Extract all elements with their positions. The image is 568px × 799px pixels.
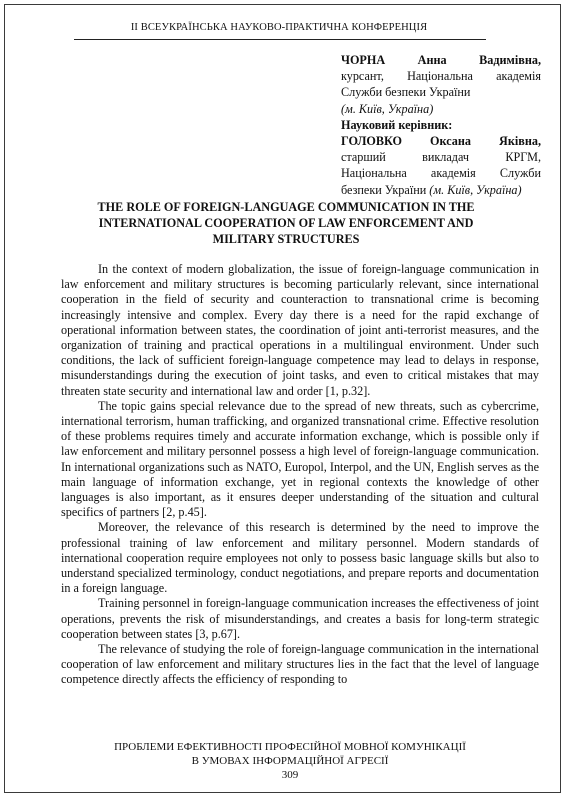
paragraph: Moreover, the relevance of this research is determined by the need to improve the professional training of law enforcement and military personnel. Modern standards of international cooperation require employees not only to possess basic language skills but also to understand specialized terminology, conduct negotiations, and prepare reports and documentation in a foreign language. <box>61 520 539 596</box>
title-line-2: INTERNATIONAL COOPERATION OF LAW ENFORCEMENT AND <box>98 215 474 230</box>
article-body <box>61 262 539 688</box>
supervisor-affiliation-text: безпеки України <box>341 182 430 197</box>
footer-line-1: ПРОБЛЕМИ ЕФЕКТИВНОСТІ ПРОФЕСІЙНОЇ МОВНОЇ КОМУНІКАЦІЇ <box>114 741 466 753</box>
author-name: ЧОРНА Анна Вадимівна, <box>341 53 541 67</box>
paragraph: In the context of modern globalization, the issue of foreign-language communication in law enforcement and military structures is becoming particularly relevant, since international cooperation in the field of security and counteraction to transnational crime is becoming increasingly intensive and complex. Every day there is a need for the rapid exchange of operational information between states, the coordination of joint anti-terrorist measures, and the organization of training and practical operations in a multilingual environment. Under such conditions, the lack of sufficient foreign-language competence may lead to delays in response, misunderstandings during the execution of joint tasks, and even to critical mistakes that may threaten state security and international law and order [1, p.32]. <box>61 262 539 398</box>
title-line-1: THE ROLE OF FOREIGN-LANGUAGE COMMUNICATION IN THE <box>97 200 475 214</box>
paragraph: Training personnel in foreign-language communication increases the effectiveness of joint operations, prevents the risk of misunderstandings, and creates a basis for long-term strategic cooperation between states [3, p.67]. <box>61 596 539 641</box>
footer-line-2: В УМОВАХ ІНФОРМАЦІЙНОЇ АГРЕСІЇ <box>191 755 389 768</box>
supervisor-heading: Науковий керівник: <box>341 117 453 132</box>
paragraph: The relevance of studying the role of foreign-language communication in the international cooperation of law enforcement and military structures lies in the fact that the level of language competence directly affects the efficiency of responding to <box>61 642 539 687</box>
running-header: ІІ ВСЕУКРАЇНСЬКА НАУКОВО-ПРАКТИЧНА КОНФЕРЕНЦІЯ <box>130 22 428 33</box>
author-block <box>341 52 541 198</box>
supervisor-location: (м. Київ, Україна) <box>429 182 522 197</box>
supervisor-position: старший викладач КРГМ, <box>341 150 541 165</box>
paragraph: The topic gains special relevance due to the spread of new threats, such as cybercrime, international terrorism, human trafficking, and organized transnational crime. Effective resolution of these problems requires timely and accurate information exchange, which is possible only if law enforcement and military personnel possess a high level of foreign-language communication. In international organizations such as NATO, Europol, Interpol, and the UN, English serves as the main language of information exchange, yet in regional contexts the knowledge of other languages is also important, as it ensures deeper understanding of the situation and cultural specifics of partners [2, p.45]. <box>61 398 539 520</box>
author-affiliation: Служби безпеки України <box>341 85 471 100</box>
article-title <box>96 200 476 247</box>
running-footer <box>86 740 494 783</box>
supervisor-affiliation-cont <box>341 182 541 198</box>
page-number: 309 <box>281 769 299 782</box>
author-location: (м. Київ, Україна) <box>341 101 434 116</box>
title-line-3: MILITARY STRUCTURES <box>212 231 360 246</box>
author-position: курсант, Національна академія <box>341 69 541 84</box>
header-rule <box>74 39 486 40</box>
supervisor-name: ГОЛОВКО Оксана Яківна, <box>341 134 541 149</box>
supervisor-affiliation: Національна академія Служби <box>341 166 541 181</box>
